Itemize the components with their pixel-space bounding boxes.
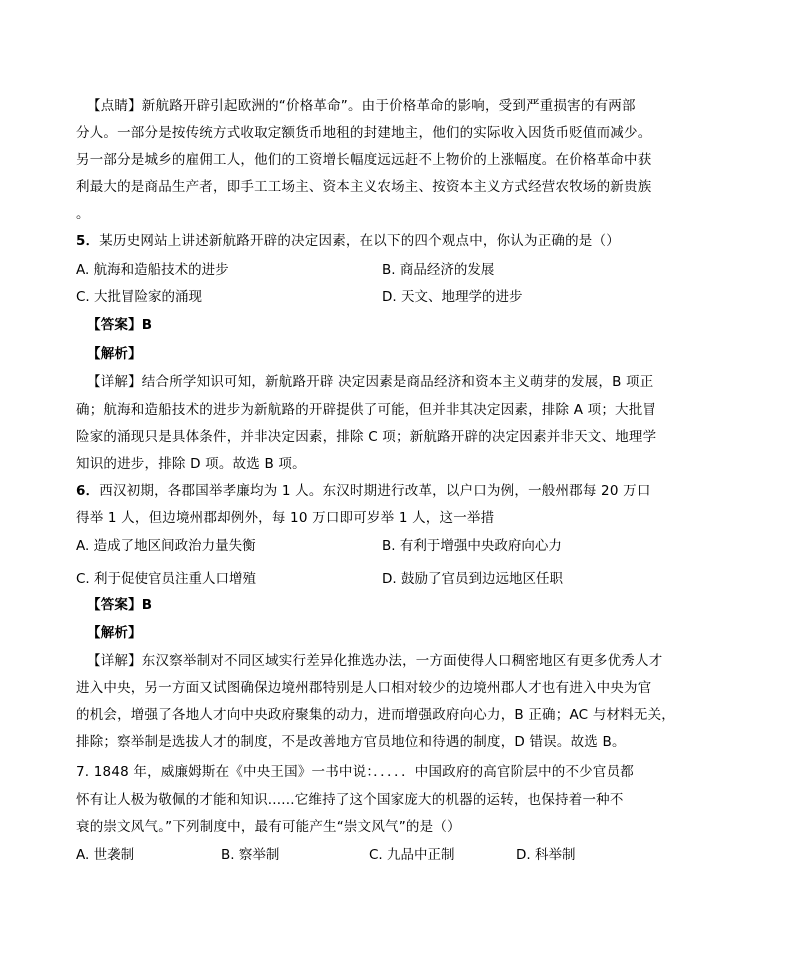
question-7-option-b: B. 察举制	[221, 847, 280, 863]
question-5-detail-3: 险家的涌现只是具体条件，并非决定因素，排除 C 项；新航路开辟的决定因素并非天文、地理学	[76, 429, 657, 445]
question-5-option-c: C. 大批冒险家的涌现	[76, 289, 203, 305]
question-6-text: 西汉初期，各郡国举孝廉均为 1 人。东汉时期进行改革，以户口为例，一般州郡每 20 万口	[99, 483, 651, 499]
question-7-option-d: D. 科举制	[516, 847, 576, 863]
question-6-option-d: D. 鼓励了官员到边远地区任职	[382, 571, 563, 587]
note-line-3: 另一部分是城乡的雇佣工人，他们的工资增长幅度远远赶不上物价的上涨幅度。在价格革命中获	[76, 152, 652, 168]
question-5-number: 5．	[76, 233, 100, 249]
question-6-detail-1: 【详解】东汉察举制对不同区域实行差异化推选办法，一方面使得人口稠密地区有更多优秀人才	[87, 653, 663, 669]
question-6-analysis-heading: 【解析】	[87, 625, 142, 641]
note-line-5: 。	[76, 206, 90, 222]
question-5-option-d: D. 天文、地理学的进步	[382, 289, 523, 305]
question-7-line-2: 怀有让人极为敬佩的才能和知识......它维持了这个国家庞大的机器的运转，也保持着一种不	[76, 792, 624, 808]
question-5-detail-4: 知识的进步，排除 D 项。故选 B 项。	[76, 456, 306, 472]
note-line-1: 【点睛】新航路开辟引起欧洲的“价格革命”。由于价格革命的影响，受到严重损害的有两部	[87, 98, 636, 114]
question-6-detail-3: 的机会，增强了各地人才向中央政府聚集的动力，进而增强政府向心力，B 正确；AC 与材料无关，	[76, 707, 675, 723]
question-7-line-1: 7. 1848 年，威廉姆斯在《中央王国》一书中说：．．．．．中国政府的高官阶层中的不少官员都	[76, 764, 634, 780]
question-5-answer: 【答案】B	[87, 317, 153, 333]
question-5-detail-2: 确；航海和造船技术的进步为新航路的开辟提供了可能，但并非其决定因素，排除 A 项；大批冒	[76, 402, 657, 418]
question-7-option-a: A. 世袭制	[76, 847, 135, 863]
question-6-detail-4: 排除；察举制是选拔人才的制度，不是改善地方官员地位和待遇的制度，D 错误。故选 B。	[76, 734, 626, 750]
question-5-text: 某历史网站上讲述新航路开辟的决定因素，在以下的四个观点中，你认为正确的是（）	[99, 233, 620, 249]
question-5	[76, 232, 620, 250]
question-5-option-b: B. 商品经济的发展	[382, 262, 495, 278]
note-line-4: 利最大的是商品生产者，即手工工场主、资本主义农场主、按资本主义方式经营农牧场的新贵族	[76, 179, 652, 195]
question-6-option-a: A. 造成了地区间政治力量失衡	[76, 538, 256, 554]
question-6-number: 6．	[76, 483, 100, 499]
question-6-option-c: C. 利于促使官员注重人口增殖	[76, 571, 257, 587]
question-7-line-3: 衰的崇文风气。”下列制度中，最有可能产生“崇文风气”的是（）	[76, 819, 461, 835]
note-line-2: 分人。一部分是按传统方式收取定额货币地租的封建地主，他们的实际收入因货币贬值而减少。	[76, 125, 652, 141]
question-6-line-1	[76, 482, 651, 500]
question-7-option-c: C. 九品中正制	[369, 847, 455, 863]
question-6-detail-2: 进入中央，另一方面又试图确保边境州郡特别是人口相对较少的边境州郡人才也有进入中央为官	[76, 680, 652, 696]
question-6-answer: 【答案】B	[87, 597, 153, 613]
question-5-analysis-heading: 【解析】	[87, 346, 142, 362]
question-5-detail-1: 【详解】结合所学知识可知，新航路开辟 决定因素是商品经济和资本主义萌芽的发展，B 项正	[87, 374, 654, 390]
question-5-option-a: A. 航海和造船技术的进步	[76, 262, 229, 278]
question-6-line-2: 得举 1 人，但边境州郡却例外，每 10 万口即可岁举 1 人，这一举措	[76, 510, 495, 526]
question-6-option-b: B. 有利于增强中央政府向心力	[382, 538, 562, 554]
